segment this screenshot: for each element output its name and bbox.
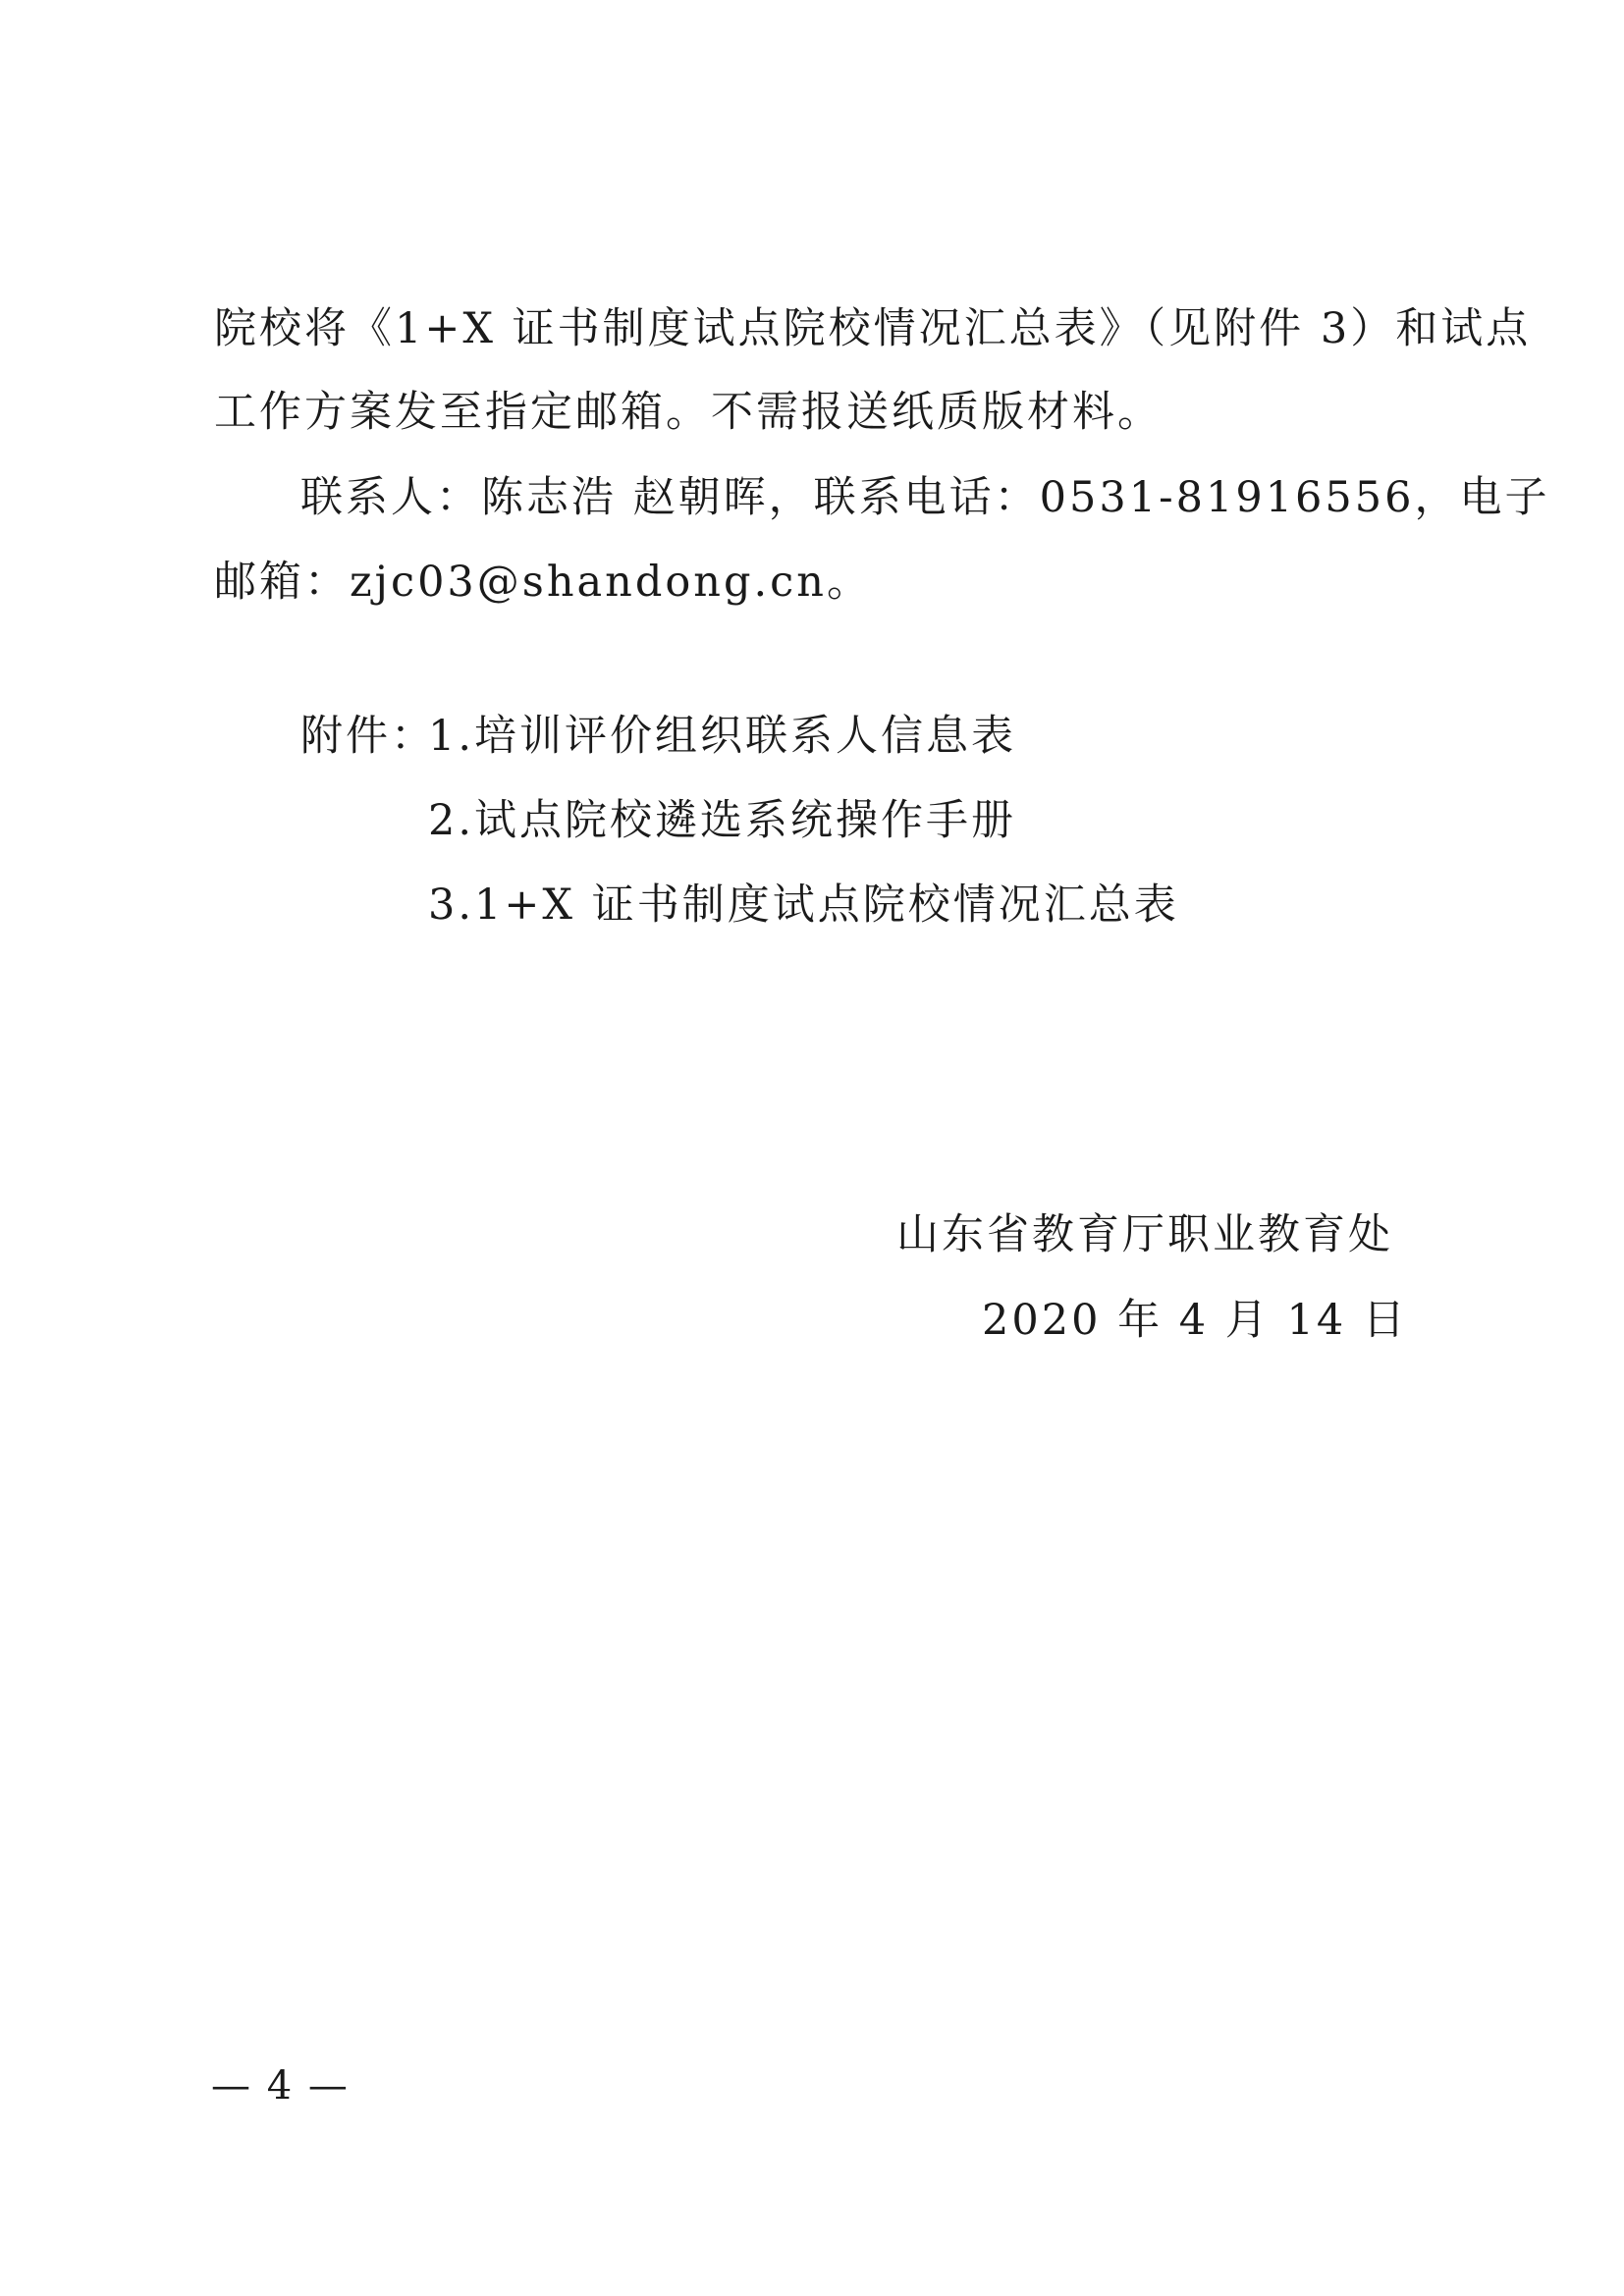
paragraph-1-line-2: 工作方案发至指定邮箱。不需报送纸质版材料。: [214, 388, 1163, 437]
attachment-item: 2.试点院校遴选系统操作手册: [428, 796, 1017, 845]
page-number: — 4 —: [211, 2063, 350, 2109]
attachment-item: 1.培训评价组织联系人信息表: [428, 712, 1017, 761]
contact-line: 联系人：陈志浩 赵朝晖，联系电话：0531-81916556，电子: [300, 473, 1550, 522]
attachment-item: 3.1+X 证书制度试点院校情况汇总表: [428, 881, 1179, 930]
signing-date: 2020 年 4 月 14 日: [982, 1296, 1408, 1345]
attachments-label: 附件：: [300, 712, 436, 761]
email-line: 邮箱：zjc03@shandong.cn。: [214, 558, 872, 607]
signing-organization: 山东省教育厅职业教育处: [896, 1210, 1393, 1259]
paragraph-1-line-1: 院校将《1+X 证书制度试点院校情况汇总表》（见附件 3）和试点: [214, 304, 1532, 353]
